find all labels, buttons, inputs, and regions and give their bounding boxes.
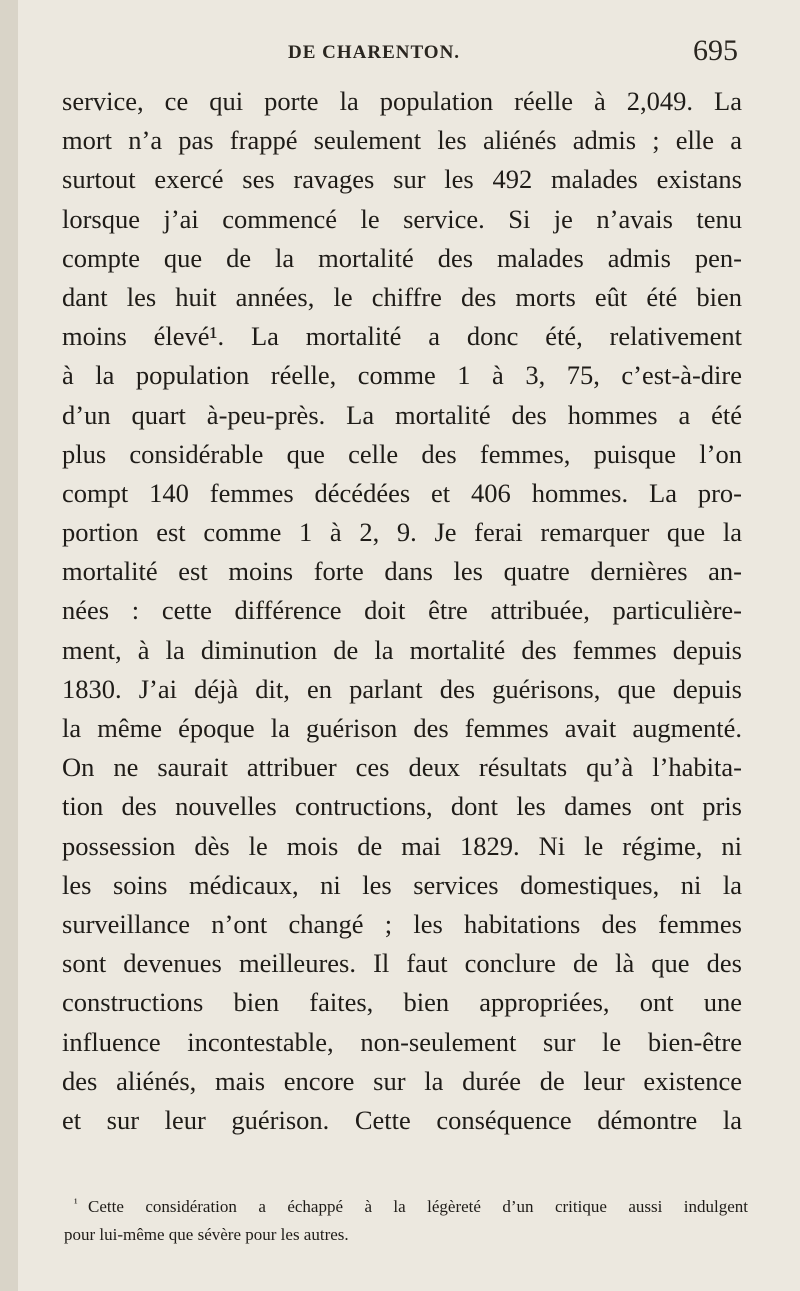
text-line: On ne saurait attribuer ces deux résultats qu’à l’habita-	[62, 752, 742, 783]
text-line: surtout exercé ses ravages sur les 492 malades existans	[62, 164, 742, 195]
text-line: nées : cette différence doit être attribuée, particulière-	[62, 595, 742, 626]
body-text	[62, 82, 742, 1140]
text-line: tion des nouvelles contructions, dont les dames ont pris	[62, 791, 742, 822]
text-line: mortalité est moins forte dans les quatre dernières an-	[62, 556, 742, 587]
footnote	[64, 1193, 748, 1249]
page-gutter-shadow	[0, 0, 18, 1291]
text-line: service, ce qui porte la population réelle à 2,049. La	[62, 86, 742, 116]
text-line: influence incontestable, non-seulement sur le bien-être	[62, 1026, 742, 1057]
text-line: sont devenues meilleures. Il faut conclure de là que des	[62, 948, 742, 979]
text-line: et sur leur guérison. Cette conséquence démontre la	[62, 1104, 742, 1135]
text-line: ment, à la diminution de la mortalité des femmes depuis	[62, 634, 742, 665]
text-line: portion est comme 1 à 2, 9. Je ferai remarquer que la	[62, 517, 742, 548]
text-line: à la population réelle, comme 1 à 3, 75, c’est-à-dire	[62, 360, 742, 391]
footnote-line	[74, 1193, 748, 1221]
text-line: lorsque j’ai commencé le service. Si je n’avais tenu	[62, 203, 742, 234]
text-line: la même époque la guérison des femmes avait augmenté.	[62, 713, 742, 743]
text-line: plus considérable que celle des femmes, puisque l’on	[62, 438, 742, 469]
text-line: mort n’a pas frappé seulement les aliénés admis ; elle a	[62, 125, 742, 156]
text-line: constructions bien faites, bien appropriées, ont une	[62, 987, 742, 1018]
text-line: surveillance n’ont changé ; les habitations des femmes	[62, 908, 742, 939]
running-head: DE CHARENTON.	[288, 42, 461, 63]
text-line: 1830. J’ai déjà dit, en parlant des guérisons, que depuis	[62, 673, 742, 704]
footnote-marker: ¹	[74, 1196, 78, 1210]
page-number: 695	[693, 34, 738, 67]
text-line: les soins médicaux, ni les services domestiques, ni la	[62, 869, 742, 900]
text-line: compte que de la mortalité des malades admis pen-	[62, 242, 742, 273]
text-line: possession dès le mois de mai 1829. Ni le régime, ni	[62, 830, 742, 861]
text-line: moins élevé¹. La mortalité a donc été, relativement	[62, 321, 742, 352]
text-line: dant les huit années, le chiffre des morts eût été bien	[62, 281, 742, 312]
text-line: d’un quart à-peu-près. La mortalité des hommes a été	[62, 399, 742, 430]
footnote-text: Cette considération a échappé à la légèreté d’un critique aussi indulgent	[88, 1197, 748, 1216]
text-line: compt 140 femmes décédées et 406 hommes. La pro-	[62, 477, 742, 508]
footnote-line: pour lui-même que sévère pour les autres.	[64, 1225, 349, 1244]
text-line: des aliénés, mais encore sur la durée de leur existence	[62, 1065, 742, 1096]
